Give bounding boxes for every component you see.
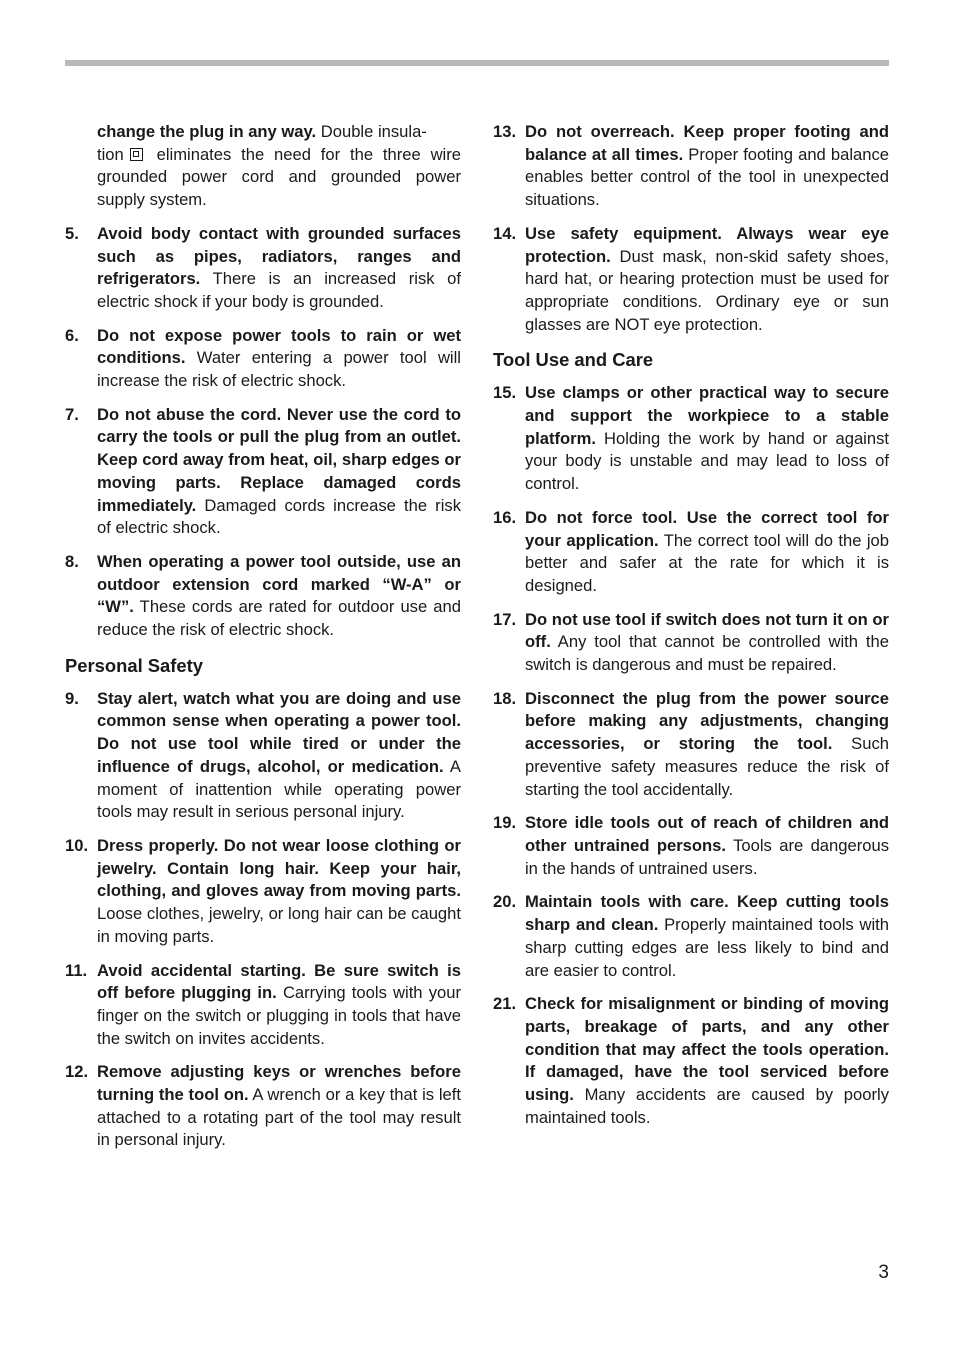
item-text: Holding the work by hand or against your body is unstable and may lead to loss of control.	[525, 428, 889, 494]
item-number: 12.	[65, 1062, 89, 1082]
continuation-text-2-post: eliminates the need for the three wire grounded power cord and grounded power supply system.	[97, 144, 461, 210]
item-text: Tools are dangerous in the hands of untrained users.	[525, 835, 889, 878]
left-column	[65, 121, 461, 1163]
item-bold-text: Check for misalignment or binding of moving parts, breakage of parts, and any other condition that may affect the tools operation. If damaged, have the tool serviced before using.	[525, 994, 889, 1105]
item-number: 17.	[493, 609, 517, 629]
item-bold-text: Store idle tools out of reach of children and other untrained persons.	[525, 813, 889, 855]
item-number: 6.	[65, 325, 79, 345]
left-items-electrical	[65, 223, 461, 642]
list-item	[65, 1061, 461, 1152]
item-bold-text: Do not expose power tools to rain or wet conditions.	[97, 325, 461, 368]
item-text: There is an increased risk of electric shock if your body is grounded.	[97, 269, 461, 311]
item-bold-text: Do not force tool. Use the correct tool for your application.	[525, 507, 889, 550]
list-item	[65, 325, 461, 393]
list-item	[493, 812, 889, 880]
item-number: 9.	[65, 688, 79, 708]
item-bold-text: Disconnect the plug from the power source before making any adjustments, changing accessories, or storing the tool.	[525, 688, 889, 754]
item-text: Dust mask, non-skid safety shoes, hard hat, or hearing protection must be used for appropriate conditions. Ordinary eye or sun glasses are NOT eye protection.	[525, 246, 889, 334]
item-number: 20.	[493, 892, 517, 912]
list-item	[493, 891, 889, 982]
item-number: 21.	[493, 994, 517, 1014]
continuation-bold: change the plug in any way.	[97, 122, 317, 141]
continuation-text-2-pre: tion	[97, 144, 124, 164]
item-text: Properly maintained tools with sharp cutting edges are less likely to bind and are easier to control.	[525, 915, 889, 980]
item-bold-text: Avoid body contact with grounded surfaces such as pipes, radiators, ranges and refrigerators.	[97, 223, 461, 289]
item-number: 14.	[493, 223, 517, 243]
item-bold-text: Avoid accidental starting. Be sure switch is off before plugging in.	[97, 960, 461, 1003]
item-number: 5.	[65, 223, 79, 243]
item-text: These cords are rated for outdoor use and reduce the risk of electric shock.	[97, 597, 461, 640]
left-items-personal-safety	[65, 688, 461, 1152]
right-items-personal-safety	[493, 121, 889, 336]
item-bold-text: Use safety equipment. Always wear eye protection.	[525, 223, 889, 266]
item-text: Any tool that cannot be controlled with the switch is dangerous and must be repaired.	[525, 632, 889, 675]
continuation-paragraph	[65, 121, 461, 212]
item-number: 18.	[493, 688, 517, 708]
continuation-text-1: Double insula-	[316, 122, 427, 141]
item-number: 8.	[65, 551, 79, 571]
list-item	[65, 688, 461, 824]
item-bold-text: Use clamps or other practical way to secure and support the workpiece to a stable platform.	[525, 383, 889, 448]
list-item	[493, 223, 889, 337]
item-bold-text: When operating a power tool outside, use an outdoor extension cord marked “W-A” or “W”.	[97, 551, 461, 617]
heading-tool-use-and-care: Tool Use and Care	[493, 349, 654, 371]
list-item	[65, 223, 461, 314]
list-item	[493, 121, 889, 212]
item-text: A wrench or a key that is left attached to a rotating part of the tool may result in personal injury.	[97, 1085, 461, 1150]
list-item	[65, 551, 461, 642]
list-item	[493, 382, 889, 496]
list-item	[493, 688, 889, 802]
item-text: Damaged cords increase the risk of electric shock.	[97, 495, 461, 538]
item-bold-text: Do not use tool if switch does not turn it on or off.	[525, 609, 889, 652]
item-number: 13.	[493, 122, 517, 141]
heading-personal-safety: Personal Safety	[65, 654, 203, 676]
item-number: 10.	[65, 835, 89, 855]
list-item	[65, 404, 461, 540]
item-bold-text: Remove adjusting keys or wrenches before turning the tool on.	[97, 1062, 461, 1105]
page-number: 3	[878, 1262, 889, 1283]
list-item	[493, 609, 889, 677]
right-items-tool-use	[493, 382, 889, 1129]
item-text: A moment of inattention while operating power tools may result in serious personal injury.	[97, 756, 461, 822]
item-text: Such preventive safety measures reduce the risk of starting the tool accidentally.	[525, 734, 889, 799]
list-item	[493, 993, 889, 1129]
item-text: Proper footing and balance enables better control of the tool in unexpected situations.	[525, 144, 889, 210]
item-text: Many accidents are caused by poorly maintained tools.	[525, 1085, 889, 1127]
item-number: 16.	[493, 507, 517, 527]
item-number: 15.	[493, 383, 517, 403]
item-text: The correct tool will do the job better and safer at the rate for which it is designed.	[525, 530, 889, 595]
item-text: Water entering a power tool will increase the risk of electric shock.	[97, 348, 461, 391]
item-number: 19.	[493, 813, 517, 833]
item-number: 11.	[65, 960, 88, 980]
item-number: 7.	[65, 404, 79, 424]
list-item	[493, 507, 889, 598]
list-item	[65, 960, 461, 1051]
right-column	[493, 121, 889, 1140]
item-text: Loose clothes, jewelry, or long hair can be caught in moving parts.	[97, 904, 461, 946]
item-bold-text: Dress properly. Do not wear loose clothing or jewelry. Contain long hair. Keep your hair, clothing, and gloves away from moving parts.	[97, 835, 461, 901]
item-text: Carrying tools with your finger on the switch or plugging in tools that have the switch on invites accidents.	[97, 983, 461, 1048]
item-bold-text: Do not overreach. Keep proper footing and balance at all times.	[525, 122, 889, 164]
item-bold-text: Maintain tools with care. Keep cutting tools sharp and clean.	[525, 892, 889, 935]
double-insulation-icon	[130, 148, 143, 161]
item-bold-text: Stay alert, watch what you are doing and use common sense when operating a power tool. Do not use tool while tired or under the influence of drugs, alcohol, or medication.	[97, 688, 461, 776]
item-bold-text: Do not abuse the cord. Never use the cord to carry the tools or pull the plug from an outlet. Keep cord away from heat, oil, sharp edges or moving parts. Replace damaged cords immediately.	[97, 404, 461, 515]
top-rule	[65, 60, 889, 66]
list-item	[65, 835, 461, 949]
